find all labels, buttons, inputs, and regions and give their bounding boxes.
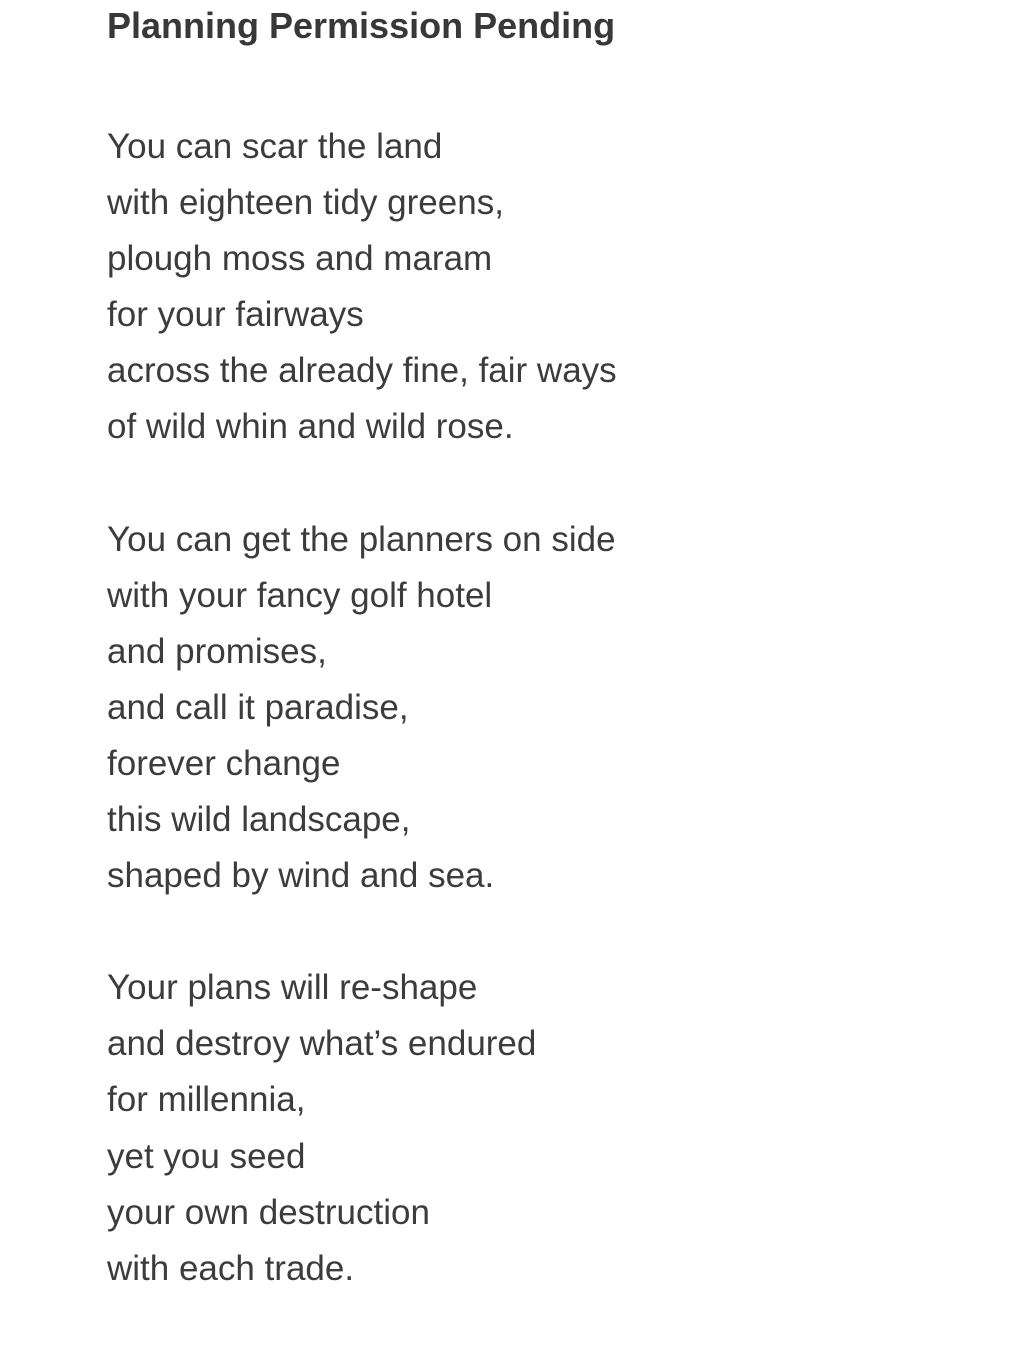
note-body[interactable]	[107, 0, 987, 1297]
poem-line: and promises,	[107, 631, 327, 671]
note-title: Planning Permission Pending	[107, 5, 616, 46]
stanza-3	[107, 960, 987, 1297]
poem-line: across the already fine, fair ways	[107, 351, 617, 391]
poem-line: and call it paradise,	[107, 687, 409, 727]
poem-line: with each trade.	[107, 1248, 355, 1288]
poem-line: for your fairways	[107, 295, 364, 335]
poem-line: Your plans will re-shape	[107, 968, 478, 1008]
stanza-1	[107, 119, 987, 456]
poem-line: forever change	[107, 743, 341, 783]
poem-line: You can get the planners on side	[107, 519, 616, 559]
poem-line: for millennia,	[107, 1080, 306, 1120]
poem-line: your own destruction	[107, 1192, 430, 1232]
poem-line: You can scar the land	[107, 127, 443, 166]
stanza-2	[107, 512, 987, 905]
poem-line: this wild landscape,	[107, 800, 411, 840]
poem-line: shaped by wind and sea.	[107, 856, 495, 896]
poem-line: with your fancy golf hotel	[107, 575, 493, 615]
poem-line: of wild whin and wild rose.	[107, 407, 514, 447]
poem-line: yet you seed	[107, 1136, 306, 1176]
poem-line: with eighteen tidy greens,	[107, 183, 504, 223]
poem-line: plough moss and maram	[107, 239, 493, 279]
poem-line: and destroy what’s endured	[107, 1024, 537, 1064]
